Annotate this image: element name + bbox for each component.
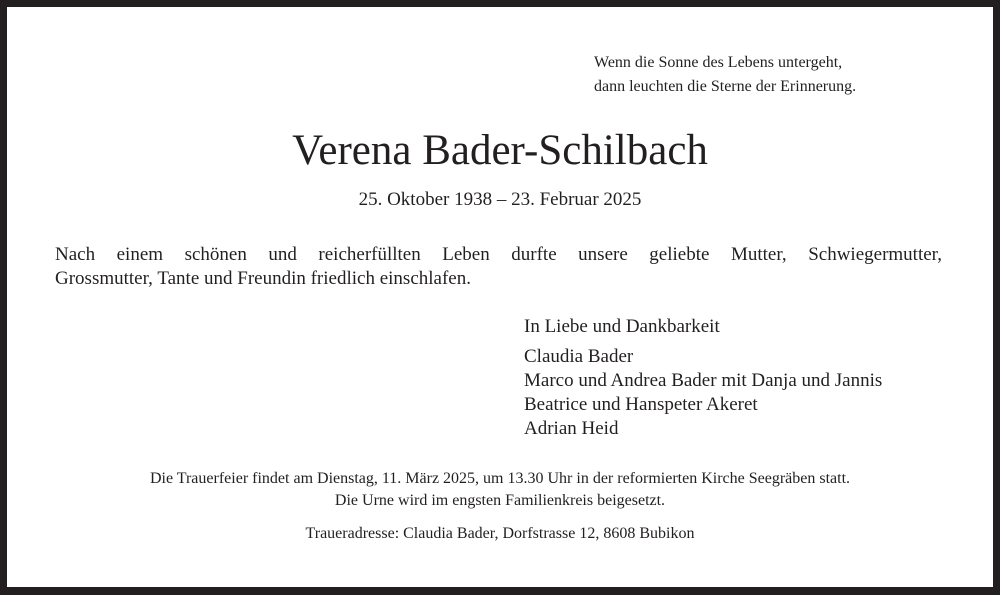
obituary-notice [7, 7, 993, 587]
notice-message [55, 243, 942, 291]
ceremony-info [7, 468, 993, 512]
mourners-intro: In Liebe und Dankbarkeit [524, 316, 720, 337]
mourner-name: Adrian Heid [524, 418, 619, 439]
deceased-name: Verena Bader-Schilbach [292, 127, 708, 174]
ceremony-line-1: Die Trauerfeier findet am Dienstag, 11. März 2025, um 13.30 Uhr in der reformierten Kirche Seegräben statt. [149, 470, 851, 487]
motto-line-1: Wenn die Sonne des Lebens untergeht, [594, 54, 843, 71]
motto-quote [594, 51, 856, 99]
message-line-1: Nach einem schönen und reicherfüllten Leben durfte unsere geliebte Mutter, Schwiegermutter, [55, 244, 942, 265]
life-dates: 25. Oktober 1938 – 23. Februar 2025 [358, 189, 642, 210]
ceremony-line-2: Die Urne wird im engsten Familienkreis beigesetzt. [334, 492, 666, 509]
mourner-name: Beatrice und Hanspeter Akeret [524, 394, 758, 415]
mourners-block [524, 315, 882, 441]
motto-line-2: dann leuchten die Sterne der Erinnerung. [594, 78, 857, 95]
mourner-name: Marco und Andrea Bader mit Danja und Jannis [524, 370, 883, 391]
mourning-address: Traueradresse: Claudia Bader, Dorfstrasse 12, 8608 Bubikon [305, 525, 695, 542]
mourner-name: Claudia Bader [524, 346, 634, 367]
message-line-2: Grossmutter, Tante und Freundin friedlich einschlafen. [55, 268, 471, 289]
